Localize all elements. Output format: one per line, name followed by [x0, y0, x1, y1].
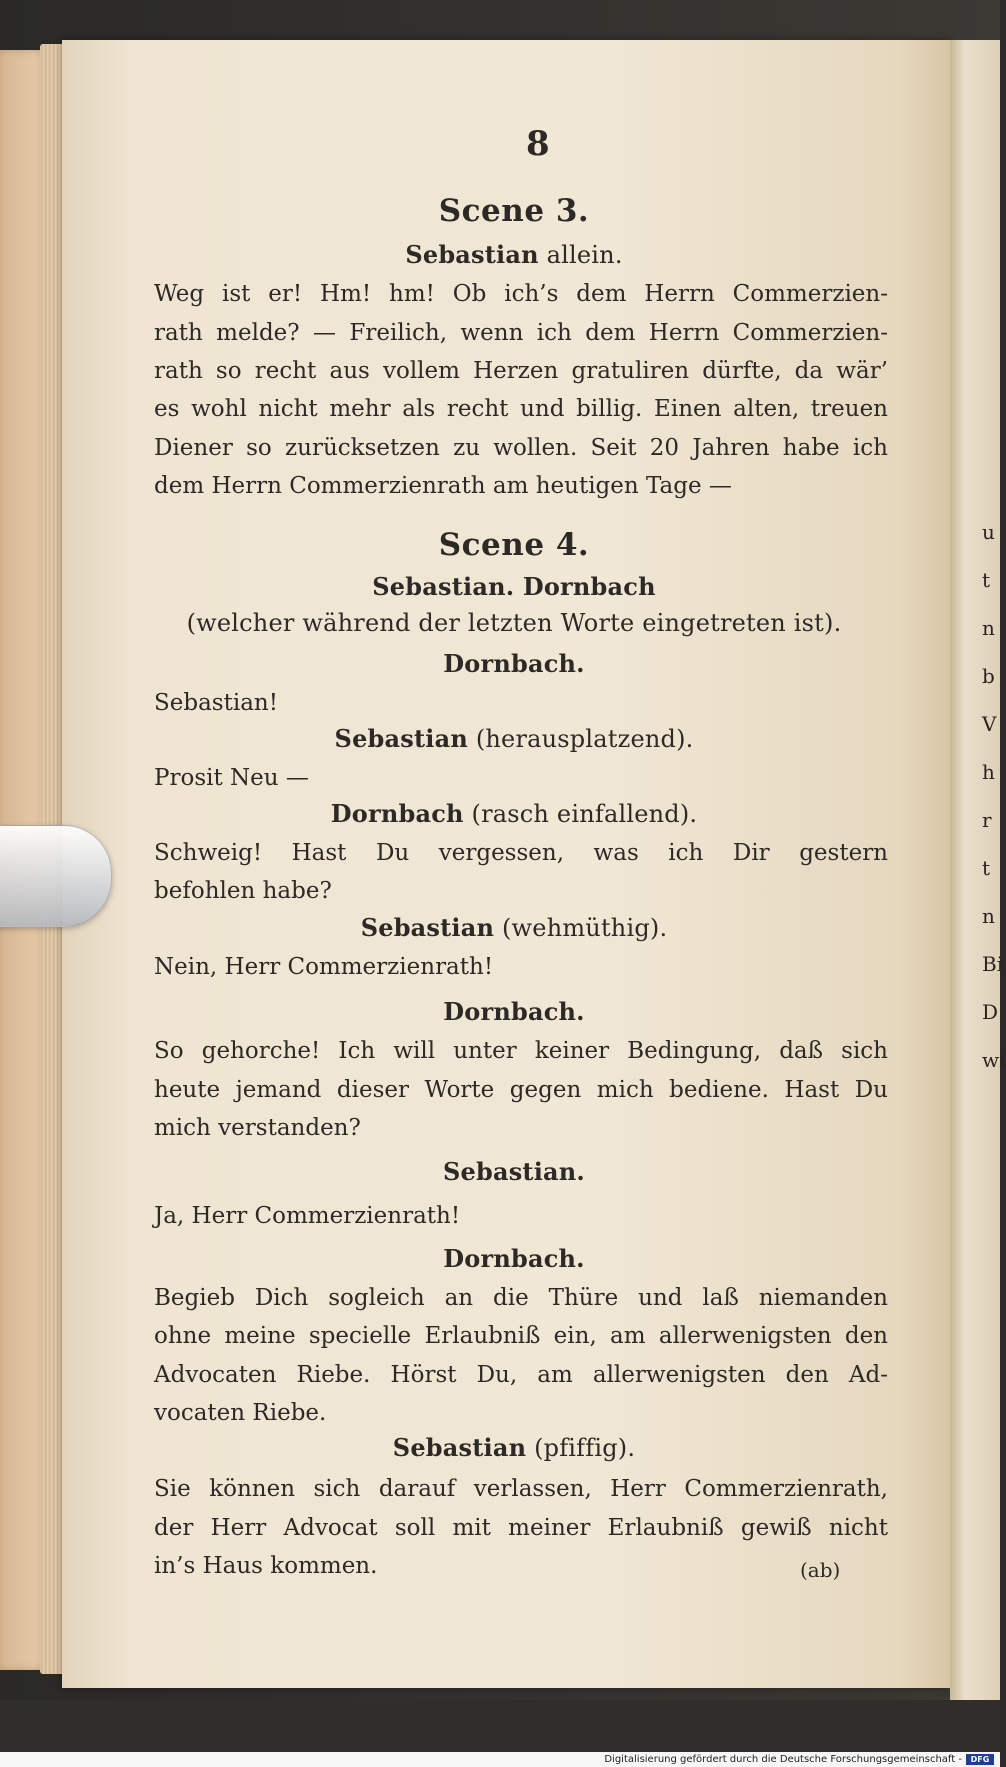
fragment: u	[982, 520, 995, 544]
fragment: Bi	[982, 952, 1004, 976]
scene-3-line: Weg ist er! Hm! hm! Ob ich’s dem Herrn Commerzien-	[154, 281, 888, 307]
scene-4-speakers: Sebastian. Dornbach	[372, 572, 656, 601]
scene-3-line: Diener so zurücksetzen zu wollen. Seit 20 Jahren habe ich	[154, 435, 888, 461]
speaker-heading: Dornbach.	[443, 1244, 585, 1273]
fragment: t	[982, 568, 991, 592]
speaker-heading: Sebastian (pfiffig).	[392, 1433, 636, 1462]
fragment: r	[982, 808, 992, 832]
scene-3-line: es wohl nicht mehr als recht und billig. Einen alten, treuen	[154, 396, 888, 422]
dialogue-line: in’s Haus kommen.	[154, 1553, 378, 1579]
scene-4-direction: (welcher während der letzten Worte eingetreten ist).	[186, 609, 842, 637]
dialogue-line: So gehorche! Ich will unter keiner Bedingung, daß sich	[154, 1038, 888, 1064]
scene-3-line: rath melde? — Freilich, wenn ich dem Herrn Commerzien-	[154, 320, 888, 346]
dialogue-line: Schweig! Hast Du vergessen, was ich Dir gestern	[154, 840, 888, 866]
speaker-heading: Dornbach (rasch einfallend).	[330, 799, 698, 828]
speaker-heading: Dornbach.	[443, 649, 585, 678]
exit-direction: (ab)	[800, 1558, 841, 1582]
scene-3-speaker: Sebastian	[405, 240, 539, 269]
footer-credit: Digitalisierung gefördert durch die Deutsche Forschungsgemeinschaft -	[604, 1754, 962, 1765]
speaker-heading: Dornbach.	[443, 997, 585, 1026]
dialogue-line: befohlen habe?	[154, 878, 332, 904]
scene-3-line: dem Herrn Commerzienrath am heutigen Tage —	[154, 473, 732, 499]
scene-3-speaker-line	[70, 238, 958, 272]
dialogue-line: Prosit Neu —	[154, 765, 309, 791]
dialogue-line: Ja, Herr Commerzienrath!	[154, 1203, 461, 1229]
scene-4-title: Scene 4.	[438, 527, 590, 563]
fragment: h	[982, 760, 995, 784]
scene-3-direction: allein.	[546, 241, 623, 269]
dfg-logo: DFG	[966, 1754, 994, 1765]
dialogue-line: mich verstanden?	[154, 1115, 361, 1141]
right-page-fragments	[982, 520, 1006, 1520]
dialogue-line: heute jemand dieser Worte gegen mich bediene. Hast Du	[154, 1077, 888, 1103]
fragment: t	[982, 856, 991, 880]
dialogue-line: Nein, Herr Commerzienrath!	[154, 954, 494, 980]
speaker-heading: Sebastian.	[442, 1157, 585, 1186]
fragment: b	[982, 664, 995, 688]
page-number: 8	[526, 124, 550, 164]
dialogue-line: ohne meine specielle Erlaubniß ein, am allerwenigsten den	[154, 1323, 888, 1349]
page-text	[70, 40, 958, 1688]
dialogue-line: Sie können sich darauf verlassen, Herr Commerzienrath,	[154, 1476, 888, 1502]
dialogue-line: Begieb Dich sogleich an die Thüre und laß niemanden	[154, 1285, 888, 1311]
speaker-heading: Sebastian (herausplatzend).	[334, 724, 694, 753]
dialogue-line: Advocaten Riebe. Hörst Du, am allerwenigsten den Ad-	[154, 1362, 888, 1388]
scene-3-title: Scene 3.	[438, 193, 590, 229]
speaker-heading: Sebastian (wehmüthig).	[360, 913, 668, 942]
fragment: n	[982, 904, 995, 928]
dialogue-line: der Herr Advocat soll mit meiner Erlaubniß gewiß nicht	[154, 1515, 888, 1541]
dialogue-line: Sebastian!	[154, 690, 278, 716]
fragment: D	[982, 1000, 999, 1024]
fragment: n	[982, 616, 995, 640]
fragment: V	[982, 712, 997, 736]
fragment: wi	[982, 1048, 1006, 1072]
dialogue-line: vocaten Riebe.	[154, 1400, 327, 1426]
scene-3-line: rath so recht aus vollem Herzen gratuliren dürfte, da wär’	[154, 358, 888, 384]
